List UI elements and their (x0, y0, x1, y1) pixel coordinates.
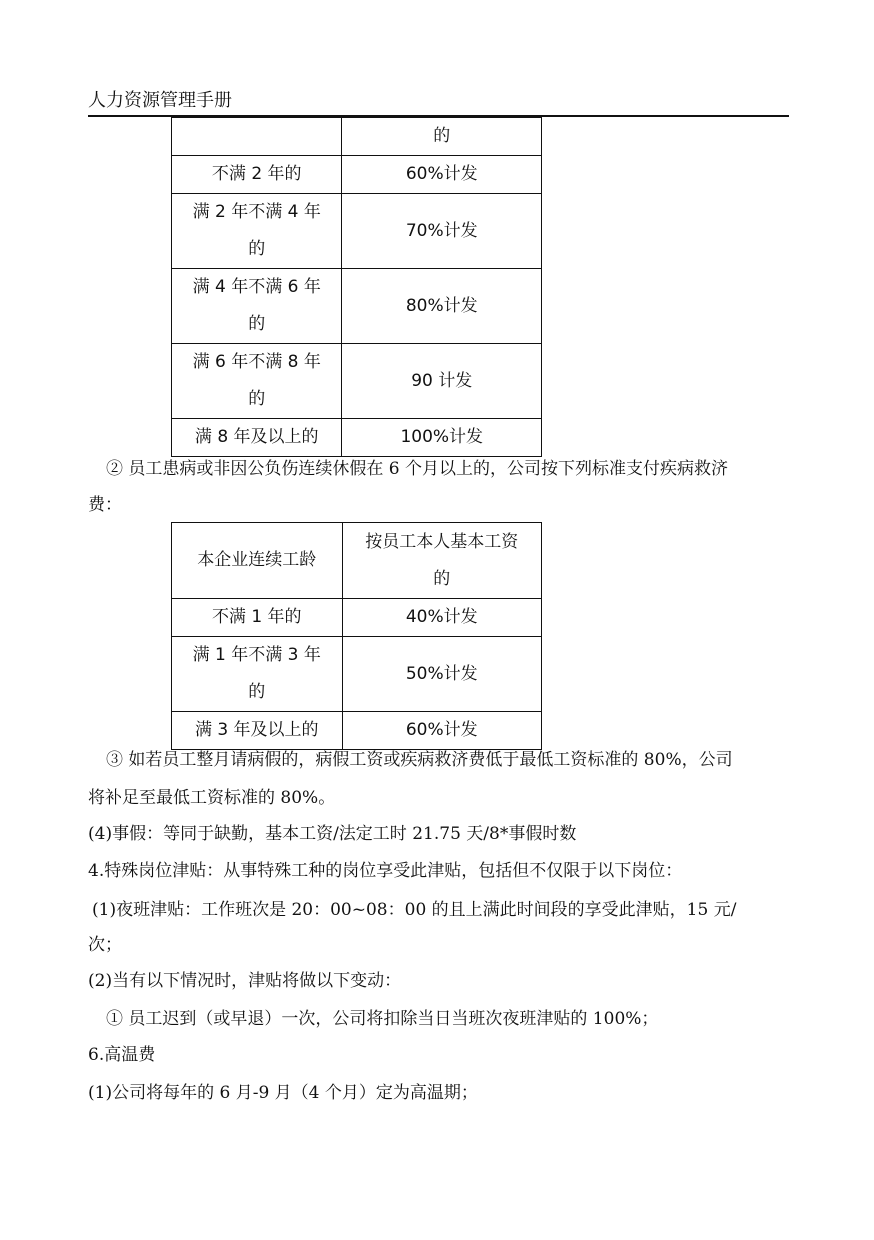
table-cell (172, 344, 342, 419)
table-cell (172, 118, 342, 156)
table-cell: 100%计发 (342, 419, 542, 457)
table-cell (172, 269, 342, 344)
paragraph: 将补足至最低工资标准的 80%。 (88, 788, 336, 808)
table-cell: 90 计发 (342, 344, 542, 419)
table-header-cell: 本企业连续工龄 (172, 523, 343, 599)
cell-line: 的 (248, 682, 266, 702)
table-cell: 70%计发 (342, 194, 542, 269)
paragraph: ① 员工迟到（或早退）一次，公司将扣除当日当班次夜班津贴的 100%； (106, 1009, 659, 1029)
paragraph: (2)当有以下情况时，津贴将做以下变动： (88, 971, 402, 991)
cell-line: 的 (433, 568, 451, 589)
sick-leave-pay-table (171, 117, 542, 457)
cell-line: 的 (248, 239, 266, 259)
table-cell: 50%计发 (342, 637, 542, 712)
table-row (172, 599, 542, 637)
table-cell: 80%计发 (342, 269, 542, 344)
table-row (172, 637, 542, 712)
paragraph: (1)公司将每年的 6 月-9 月（4 个月）定为高温期； (88, 1083, 478, 1103)
table-cell: 的 (342, 118, 542, 156)
cell-line: 的 (248, 314, 266, 334)
table-row (172, 194, 542, 269)
table-cell: 不满 2 年的 (172, 156, 342, 194)
cell-line: 的 (248, 389, 266, 409)
table-cell: 60%计发 (342, 156, 542, 194)
table-row (172, 118, 542, 156)
paragraph: 6.高温费 (88, 1045, 156, 1065)
page-header-title: 人力资源管理手册 (88, 90, 232, 111)
paragraph: ③ 如若员工整月请病假的，病假工资或疾病救济费低于最低工资标准的 80%，公司 (106, 750, 733, 770)
table-cell: 40%计发 (342, 599, 542, 637)
table-cell: 满 3 年及以上的 (172, 712, 343, 750)
paragraph: 4.特殊岗位津贴：从事特殊工种的岗位享受此津贴，包括但不仅限于以下岗位： (88, 861, 683, 881)
illness-relief-table (171, 522, 542, 750)
cell-line: 按员工本人基本工资 (365, 531, 519, 552)
table-header-cell (342, 523, 542, 599)
paragraph: 次； (88, 935, 122, 955)
cell-line: 满 4 年不满 6 年 (192, 277, 321, 297)
cell-line: 满 1 年不满 3 年 (192, 645, 321, 665)
table-row (172, 156, 542, 194)
paragraph: ② 员工患病或非因公负伤连续休假在 6 个月以上的，公司按下列标准支付疾病救济 (106, 459, 729, 479)
paragraph: (1)夜班津贴：工作班次是 20：00~08：00 的且上满此时间段的享受此津贴，15 元/ (92, 900, 737, 920)
table-cell (172, 637, 343, 712)
table-cell: 不满 1 年的 (172, 599, 343, 637)
table-row (172, 344, 542, 419)
cell-line: 满 2 年不满 4 年 (192, 202, 321, 222)
table-cell (172, 194, 342, 269)
table-cell: 60%计发 (342, 712, 542, 750)
table-cell: 满 8 年及以上的 (172, 419, 342, 457)
cell-line: 满 6 年不满 8 年 (192, 352, 321, 372)
paragraph: 费： (88, 495, 122, 515)
table-row (172, 269, 542, 344)
table-row (172, 523, 542, 599)
paragraph: (4)事假：等同于缺勤，基本工资/法定工时 21.75 天/8*事假时数 (88, 824, 577, 844)
